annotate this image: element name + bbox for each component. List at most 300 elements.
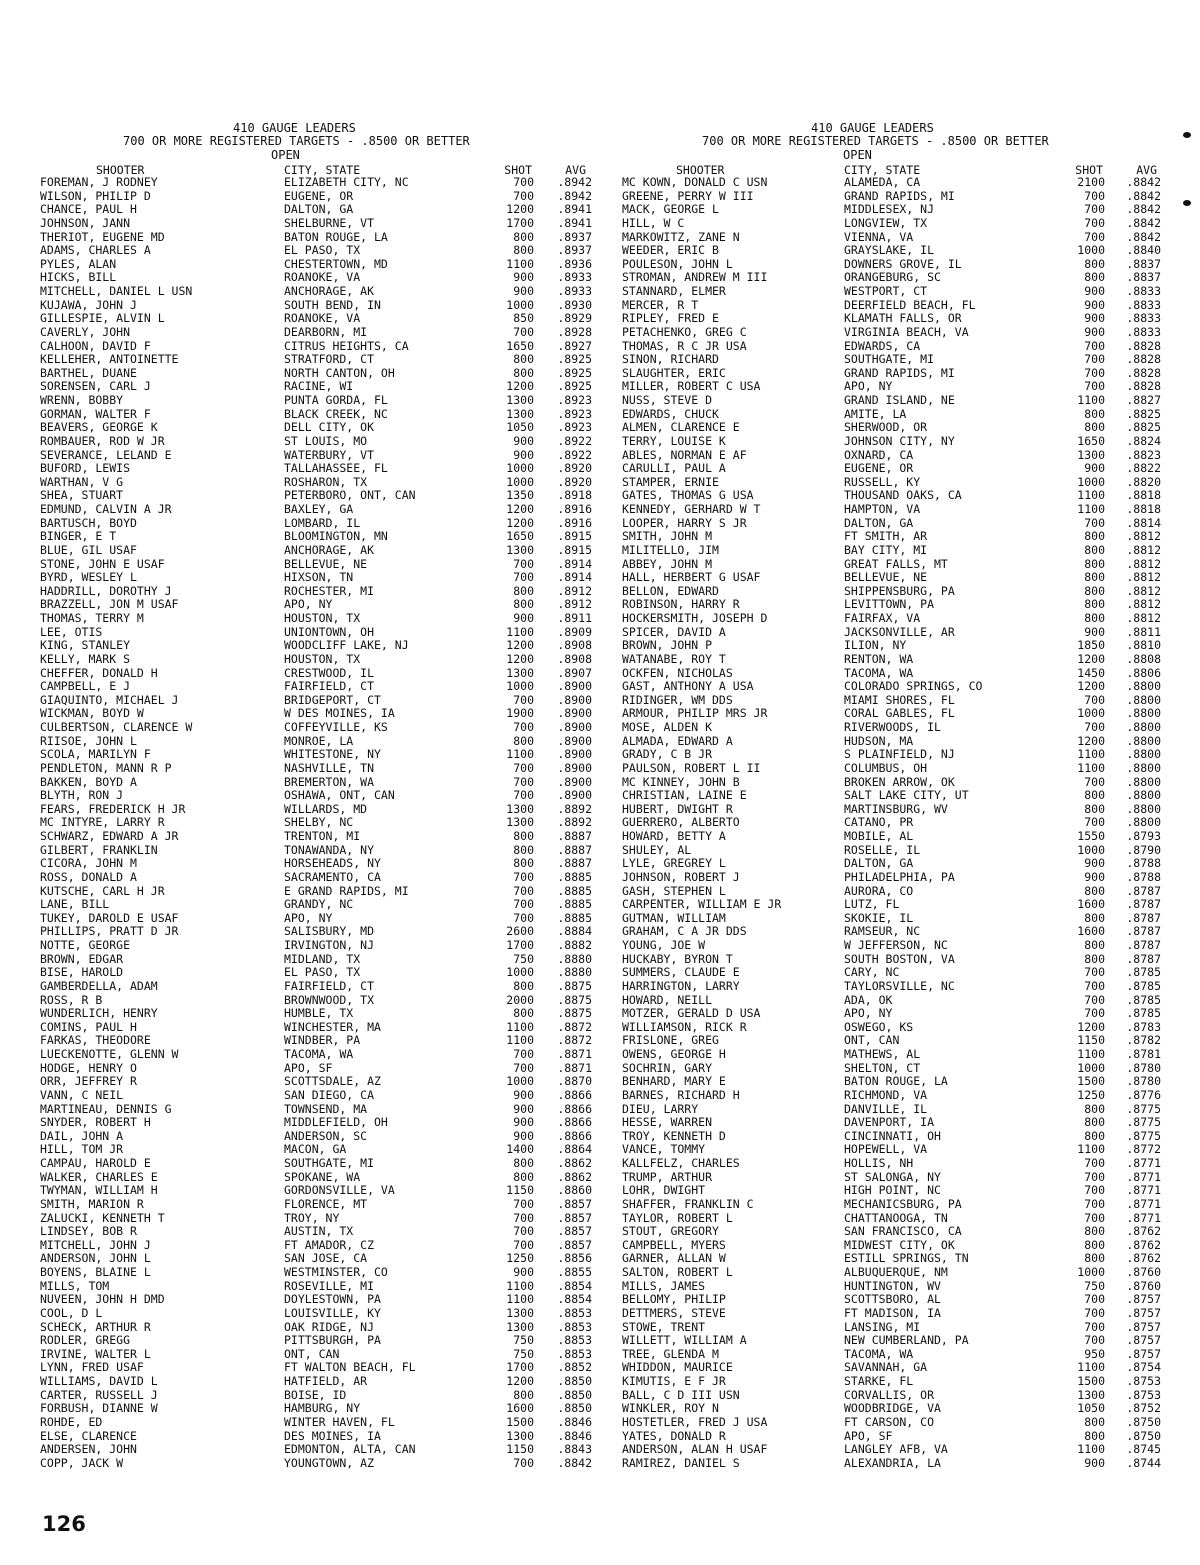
shooter-cell: OWENS, GEORGE H	[622, 1047, 726, 1061]
shooter-cell: IRVINE, WALTER L	[40, 1346, 151, 1361]
shot-cell: 700	[1084, 202, 1105, 217]
right-table	[622, 176, 1167, 1470]
table-row	[40, 571, 600, 585]
city-cell: JOHNSON CITY, NY	[844, 433, 955, 448]
city-cell: SHIPPENSBURG, PA	[844, 583, 955, 598]
shot-cell: 800	[513, 1006, 534, 1021]
avg-cell: .8871	[557, 1047, 592, 1061]
shot-cell: 700	[1084, 365, 1105, 380]
avg-cell: .8850	[557, 1401, 592, 1416]
right-title-2: 700 OR MORE REGISTERED TARGETS - .8500 OR BETTER	[702, 134, 1049, 148]
avg-cell: .8753	[1126, 1387, 1161, 1402]
table-row	[622, 925, 1167, 939]
avg-cell: .8788	[1126, 869, 1161, 884]
city-cell: MIDDLESEX, NJ	[844, 202, 935, 217]
shot-cell: 1600	[1077, 897, 1105, 912]
shot-cell: 1100	[1077, 502, 1105, 516]
table-row	[40, 1266, 600, 1280]
avg-cell: .8882	[557, 938, 592, 952]
shot-cell: 1100	[506, 624, 534, 639]
shooter-cell: LUECKENOTTE, GLENN W	[40, 1047, 179, 1061]
shot-cell: 700	[1084, 1319, 1105, 1334]
table-row	[622, 1198, 1167, 1212]
city-cell: SALISBURY, MD	[284, 924, 375, 939]
table-row	[622, 762, 1167, 776]
city-cell: HUMBLE, TX	[284, 1006, 354, 1021]
table-row	[622, 1116, 1167, 1130]
avg-cell: .8866	[557, 1128, 592, 1143]
shot-cell: 700	[1084, 1305, 1105, 1320]
avg-cell: .8840	[1126, 243, 1161, 258]
shooter-cell: LOOPER, HARRY S JR	[622, 515, 747, 530]
table-row	[622, 816, 1167, 830]
shot-cell: 800	[1084, 529, 1105, 544]
shooter-cell: GILBERT, FRANKLIN	[40, 842, 158, 857]
avg-cell: .8842	[557, 1455, 592, 1470]
avg-cell: .8814	[1126, 515, 1161, 530]
table-row	[40, 1116, 600, 1130]
table-row	[40, 1062, 600, 1076]
city-cell: FT CARSON, CO	[844, 1414, 935, 1429]
shot-cell: 800	[513, 229, 534, 244]
shooter-cell: PHILLIPS, PRATT D JR	[40, 924, 179, 939]
table-row	[40, 217, 600, 231]
avg-cell: .8760	[1126, 1278, 1161, 1293]
avg-cell: .8772	[1126, 1142, 1161, 1157]
shooter-cell: CAMPBELL, MYERS	[622, 1237, 726, 1252]
shooter-cell: TUKEY, DAROLD E USAF	[40, 910, 179, 925]
header-city: CITY, STATE	[284, 163, 361, 177]
shooter-cell: PETACHENKO, GREG C	[622, 324, 747, 339]
shot-cell: 1300	[506, 815, 534, 830]
shooter-cell: MC KOWN, DONALD C USN	[622, 175, 768, 189]
avg-cell: .8827	[1126, 393, 1161, 407]
shooter-cell: SHULEY, AL	[622, 842, 692, 857]
shot-cell: 1300	[506, 801, 534, 816]
shot-cell: 700	[1084, 1292, 1105, 1307]
table-row	[622, 585, 1167, 599]
shooter-cell: CAVERLY, JOHN	[40, 324, 131, 339]
avg-cell: .8908	[557, 651, 592, 666]
avg-cell: .8915	[557, 542, 592, 557]
shot-cell: 1000	[1077, 706, 1105, 721]
shot-cell: 700	[1084, 229, 1105, 244]
city-cell: FAIRFAX, VA	[844, 611, 921, 625]
avg-cell: .8762	[1126, 1251, 1161, 1266]
city-cell: LANSING, MI	[844, 1319, 921, 1334]
city-cell: CORVALLIS, OR	[844, 1387, 935, 1402]
table-row	[622, 503, 1167, 517]
shooter-cell: SPICER, DAVID A	[622, 624, 726, 639]
city-cell: SHELBURNE, VT	[284, 215, 375, 230]
shot-cell: 700	[1084, 692, 1105, 707]
shooter-cell: KELLEHER, ANTOINETTE	[40, 352, 179, 367]
shot-cell: 700	[513, 774, 534, 789]
table-row	[622, 176, 1167, 190]
city-cell: BELLEVUE, NE	[844, 570, 928, 585]
shooter-cell: ELSE, CLARENCE	[40, 1428, 137, 1443]
shot-cell: 1100	[1077, 1360, 1105, 1375]
shot-cell: 800	[1084, 570, 1105, 585]
table-row	[40, 285, 600, 299]
table-row	[622, 394, 1167, 408]
city-cell: WOODCLIFF LAKE, NJ	[284, 638, 409, 653]
avg-cell: .8808	[1126, 651, 1161, 666]
city-cell: ALBUQUERQUE, NM	[844, 1265, 948, 1279]
avg-cell: .8875	[557, 1006, 592, 1021]
shot-cell: 700	[1084, 1333, 1105, 1348]
avg-cell: .8800	[1126, 815, 1161, 830]
table-row	[40, 1198, 600, 1212]
shooter-cell: THERIOT, EUGENE MD	[40, 229, 165, 244]
shooter-cell: ANDERSON, JOHN L	[40, 1251, 151, 1266]
avg-cell: .8930	[557, 297, 592, 312]
shooter-cell: ANDERSON, ALAN H USAF	[622, 1442, 768, 1457]
city-cell: ROSEVILLE, MI	[284, 1278, 375, 1293]
table-row	[622, 994, 1167, 1008]
avg-cell: .8842	[1126, 229, 1161, 244]
shot-cell: 1200	[506, 502, 534, 516]
shot-cell: 750	[513, 1346, 534, 1361]
avg-cell: .8818	[1126, 502, 1161, 516]
shot-cell: 1100	[1077, 747, 1105, 762]
avg-cell: .8862	[557, 1169, 592, 1184]
table-row	[622, 285, 1167, 299]
shooter-cell: DIEU, LARRY	[622, 1101, 699, 1116]
city-cell: YOUNGTOWN, AZ	[284, 1455, 375, 1470]
table-row	[40, 421, 600, 435]
table-row	[40, 898, 600, 912]
avg-cell: .8762	[1126, 1237, 1161, 1252]
city-cell: BREMERTON, WA	[284, 774, 375, 789]
city-cell: RUSSELL, KY	[844, 474, 921, 489]
table-row	[40, 380, 600, 394]
shooter-cell: LEE, OTIS	[40, 624, 103, 639]
table-row	[622, 1266, 1167, 1280]
city-cell: DALTON, GA	[284, 202, 354, 217]
shooter-cell: NOTTE, GEORGE	[40, 938, 131, 952]
shot-cell: 900	[1084, 856, 1105, 871]
avg-cell: .8775	[1126, 1101, 1161, 1116]
shot-cell: 700	[513, 760, 534, 775]
avg-cell: .8908	[557, 638, 592, 653]
city-cell: GRAND RAPIDS, MI	[844, 188, 955, 203]
city-cell: HOLLIS, NH	[844, 1156, 914, 1170]
avg-cell: .8887	[557, 856, 592, 871]
avg-cell: .8941	[557, 202, 592, 217]
shooter-cell: STANNARD, ELMER	[622, 284, 726, 298]
avg-cell: .8771	[1126, 1196, 1161, 1211]
table-row	[40, 830, 600, 844]
city-cell: HAMBURG, NY	[284, 1401, 361, 1416]
shot-cell: 700	[513, 1060, 534, 1075]
table-row	[40, 885, 600, 899]
table-row	[40, 1321, 600, 1335]
avg-cell: .8846	[557, 1414, 592, 1429]
avg-cell: .8862	[557, 1156, 592, 1170]
avg-cell: .8810	[1126, 638, 1161, 653]
city-cell: EL PASO, TX	[284, 243, 361, 258]
table-row	[622, 312, 1167, 326]
shooter-cell: GAMBERDELLA, ADAM	[40, 978, 158, 993]
shooter-cell: GIAQUINTO, MICHAEL J	[40, 692, 179, 707]
shooter-cell: KUTSCHE, CARL H JR	[40, 883, 165, 898]
avg-cell: .8828	[1126, 379, 1161, 394]
avg-cell: .8800	[1126, 692, 1161, 707]
table-row	[622, 1089, 1167, 1103]
avg-cell: .8818	[1126, 488, 1161, 503]
city-cell: BATON ROUGE, LA	[844, 1074, 948, 1089]
shot-cell: 1850	[1077, 638, 1105, 653]
city-cell: VIRGINIA BEACH, VA	[844, 324, 969, 339]
avg-cell: .8780	[1126, 1074, 1161, 1089]
city-cell: MIDLAND, TX	[284, 951, 361, 966]
shooter-cell: WINKLER, ROY N	[622, 1401, 719, 1416]
shooter-cell: MILLS, TOM	[40, 1278, 110, 1293]
table-row	[622, 1389, 1167, 1403]
shooter-cell: CARULLI, PAUL A	[622, 461, 726, 476]
shooter-cell: WUNDERLICH, HENRY	[40, 1006, 158, 1021]
city-cell: APO, SF	[844, 1428, 893, 1443]
table-row	[622, 939, 1167, 953]
city-cell: WINDBER, PA	[284, 1033, 361, 1048]
shooter-cell: ZALUCKI, KENNETH T	[40, 1210, 165, 1225]
city-cell: MIAMI SHORES, FL	[844, 692, 955, 707]
shot-cell: 800	[513, 1169, 534, 1184]
header-city: CITY, STATE	[844, 163, 921, 177]
city-cell: HORSEHEADS, NY	[284, 856, 381, 871]
shooter-cell: BAKKEN, BOYD A	[40, 774, 137, 789]
city-cell: TAYLORSVILLE, NC	[844, 978, 955, 993]
shooter-cell: SUMMERS, CLAUDE E	[622, 965, 740, 980]
shot-cell: 1000	[506, 679, 534, 694]
shot-cell: 700	[1084, 188, 1105, 203]
shooter-cell: STOUT, GREGORY	[622, 1224, 719, 1239]
table-row	[622, 517, 1167, 531]
shooter-cell: KELLY, MARK S	[40, 651, 131, 666]
shot-cell: 800	[1084, 938, 1105, 952]
shot-cell: 1650	[506, 338, 534, 353]
city-cell: DOYLESTOWN, PA	[284, 1292, 381, 1307]
city-cell: COFFEYVILLE, KS	[284, 720, 388, 734]
city-cell: MACON, GA	[284, 1142, 347, 1157]
shot-cell: 700	[1084, 1196, 1105, 1211]
shooter-cell: RAMIREZ, DANIEL S	[622, 1455, 740, 1470]
shot-cell: 1000	[506, 965, 534, 980]
shot-cell: 1250	[1077, 1087, 1105, 1102]
shot-cell: 1200	[1077, 651, 1105, 666]
shot-cell: 800	[513, 856, 534, 871]
shot-cell: 700	[1084, 379, 1105, 394]
city-cell: ANCHORAGE, AK	[284, 284, 375, 298]
shooter-cell: HADDRILL, DOROTHY J	[40, 583, 172, 598]
shooter-cell: SCHECK, ARTHUR R	[40, 1319, 151, 1334]
avg-cell: .8828	[1126, 352, 1161, 367]
table-row	[40, 1443, 600, 1457]
table-row	[622, 476, 1167, 490]
city-cell: FT SMITH, AR	[844, 529, 928, 544]
city-cell: SOUTHGATE, MI	[284, 1156, 375, 1170]
shot-cell: 1600	[1077, 924, 1105, 939]
shot-cell: 1100	[1077, 488, 1105, 503]
city-cell: HUNTINGTON, WV	[844, 1278, 941, 1293]
city-cell: CINCINNATI, OH	[844, 1128, 941, 1143]
city-cell: TONAWANDA, NY	[284, 842, 375, 857]
city-cell: ROANOKE, VA	[284, 311, 361, 326]
table-row	[40, 1075, 600, 1089]
city-cell: HIGH POINT, NC	[844, 1183, 941, 1198]
city-cell: BLOOMINGTON, MN	[284, 529, 388, 544]
table-row	[622, 203, 1167, 217]
avg-cell: .8781	[1126, 1047, 1161, 1061]
table-row	[40, 203, 600, 217]
avg-cell: .8916	[557, 515, 592, 530]
avg-cell: .8907	[557, 665, 592, 680]
shooter-cell: WILSON, PHILIP D	[40, 188, 151, 203]
city-cell: ONT, CAN	[844, 1033, 900, 1048]
shot-cell: 700	[1084, 992, 1105, 1007]
shot-cell: 700	[513, 720, 534, 734]
shot-cell: 700	[513, 910, 534, 925]
city-cell: BAXLEY, GA	[284, 502, 354, 516]
shooter-cell: TROY, KENNETH D	[622, 1128, 726, 1143]
city-cell: HOPEWELL, VA	[844, 1142, 928, 1157]
avg-cell: .8875	[557, 992, 592, 1007]
shot-cell: 1100	[1077, 1047, 1105, 1061]
shooter-cell: MERCER, R T	[622, 297, 699, 312]
shooter-cell: BALL, C D III USN	[622, 1387, 740, 1402]
shooter-cell: GATES, THOMAS G USA	[622, 488, 754, 503]
shooter-cell: ARMOUR, PHILIP MRS JR	[622, 706, 768, 721]
shooter-cell: WEEDER, ERIC B	[622, 243, 719, 258]
shot-cell: 800	[1084, 420, 1105, 435]
shooter-cell: POULESON, JOHN L	[622, 256, 733, 271]
header-shooter: SHOOTER	[676, 163, 725, 177]
avg-cell: .8757	[1126, 1346, 1161, 1361]
avg-cell: .8820	[1126, 474, 1161, 489]
shot-cell: 700	[1084, 1183, 1105, 1198]
shot-cell: 1300	[1077, 447, 1105, 462]
shooter-cell: CHANCE, PAUL H	[40, 202, 137, 217]
shot-cell: 1350	[506, 488, 534, 503]
shot-cell: 1300	[506, 406, 534, 421]
shot-cell: 800	[513, 597, 534, 612]
table-row	[40, 653, 600, 667]
shot-cell: 1400	[506, 1142, 534, 1157]
avg-cell: .8787	[1126, 924, 1161, 939]
avg-cell: .8824	[1126, 433, 1161, 448]
table-row	[622, 680, 1167, 694]
shot-cell: 900	[1084, 324, 1105, 339]
shot-cell: 1500	[1077, 1374, 1105, 1388]
table-row	[622, 871, 1167, 885]
shooter-cell: CICORA, JOHN M	[40, 856, 137, 871]
city-cell: NASHVILLE, TN	[284, 760, 375, 775]
avg-cell: .8933	[557, 270, 592, 285]
avg-cell: .8855	[557, 1265, 592, 1279]
shot-cell: 800	[1084, 910, 1105, 925]
header-shooter: SHOOTER	[96, 163, 145, 177]
table-row	[622, 639, 1167, 653]
table-row	[40, 857, 600, 871]
table-row	[40, 394, 600, 408]
shooter-cell: SINON, RICHARD	[622, 352, 719, 367]
shooter-cell: STOWE, TRENT	[622, 1319, 706, 1334]
shooter-cell: LYLE, GREGREY L	[622, 856, 726, 871]
table-row	[622, 1184, 1167, 1198]
table-row	[40, 244, 600, 258]
avg-cell: .8923	[557, 406, 592, 421]
avg-cell: .8880	[557, 951, 592, 966]
avg-cell: .8760	[1126, 1265, 1161, 1279]
city-cell: EDWARDS, CA	[844, 338, 921, 353]
left-title-1: 410 GAUGE LEADERS	[233, 121, 356, 135]
city-cell: LOMBARD, IL	[284, 515, 361, 530]
shooter-cell: GRADY, C B JR	[622, 747, 713, 762]
city-cell: IRVINGTON, NJ	[284, 938, 375, 952]
right-title-3: OPEN	[843, 148, 872, 162]
table-row	[622, 776, 1167, 790]
table-row	[40, 1280, 600, 1294]
table-row	[40, 776, 600, 790]
table-row	[622, 844, 1167, 858]
table-row	[622, 489, 1167, 503]
avg-cell: .8800	[1126, 801, 1161, 816]
table-row	[40, 1007, 600, 1021]
table-row	[622, 258, 1167, 272]
city-cell: ROSELLE, IL	[844, 842, 921, 857]
table-row	[622, 353, 1167, 367]
shooter-cell: MILLS, JAMES	[622, 1278, 706, 1293]
shooter-cell: HALL, HERBERT G USAF	[622, 570, 761, 585]
city-cell: BROWNWOOD, TX	[284, 992, 375, 1007]
avg-cell: .8857	[557, 1196, 592, 1211]
shot-cell: 700	[1084, 1006, 1105, 1021]
shooter-cell: BARTUSCH, BOYD	[40, 515, 137, 530]
shot-cell: 700	[513, 188, 534, 203]
shot-cell: 1200	[1077, 679, 1105, 694]
shooter-cell: CARPENTER, WILLIAM E JR	[622, 897, 782, 912]
shooter-cell: KING, STANLEY	[40, 638, 131, 653]
avg-cell: .8914	[557, 570, 592, 585]
table-row	[622, 1103, 1167, 1117]
avg-cell: .8787	[1126, 897, 1161, 912]
shot-cell: 1650	[506, 529, 534, 544]
shot-cell: 800	[1084, 597, 1105, 612]
city-cell: HATFIELD, AR	[284, 1374, 368, 1388]
shot-cell: 900	[1084, 1455, 1105, 1470]
table-row	[40, 748, 600, 762]
shot-cell: 900	[513, 433, 534, 448]
table-row	[622, 735, 1167, 749]
right-column	[622, 118, 1167, 1470]
shooter-cell: SCHWARZ, EDWARD A JR	[40, 829, 179, 843]
table-row	[40, 299, 600, 313]
table-row	[40, 1334, 600, 1348]
shooter-cell: TREE, GLENDA M	[622, 1346, 719, 1361]
avg-cell: .8866	[557, 1087, 592, 1102]
avg-cell: .8900	[557, 747, 592, 762]
avg-cell: .8793	[1126, 829, 1161, 843]
left-table	[40, 176, 600, 1470]
city-cell: OSHAWA, ONT, CAN	[284, 788, 395, 803]
city-cell: ANCHORAGE, AK	[284, 542, 375, 557]
shooter-cell: GARNER, ALLAN W	[622, 1251, 726, 1266]
city-cell: APO, NY	[844, 379, 893, 394]
city-cell: SPOKANE, WA	[284, 1169, 361, 1184]
city-cell: CORAL GABLES, FL	[844, 706, 955, 721]
avg-cell: .8812	[1126, 529, 1161, 544]
